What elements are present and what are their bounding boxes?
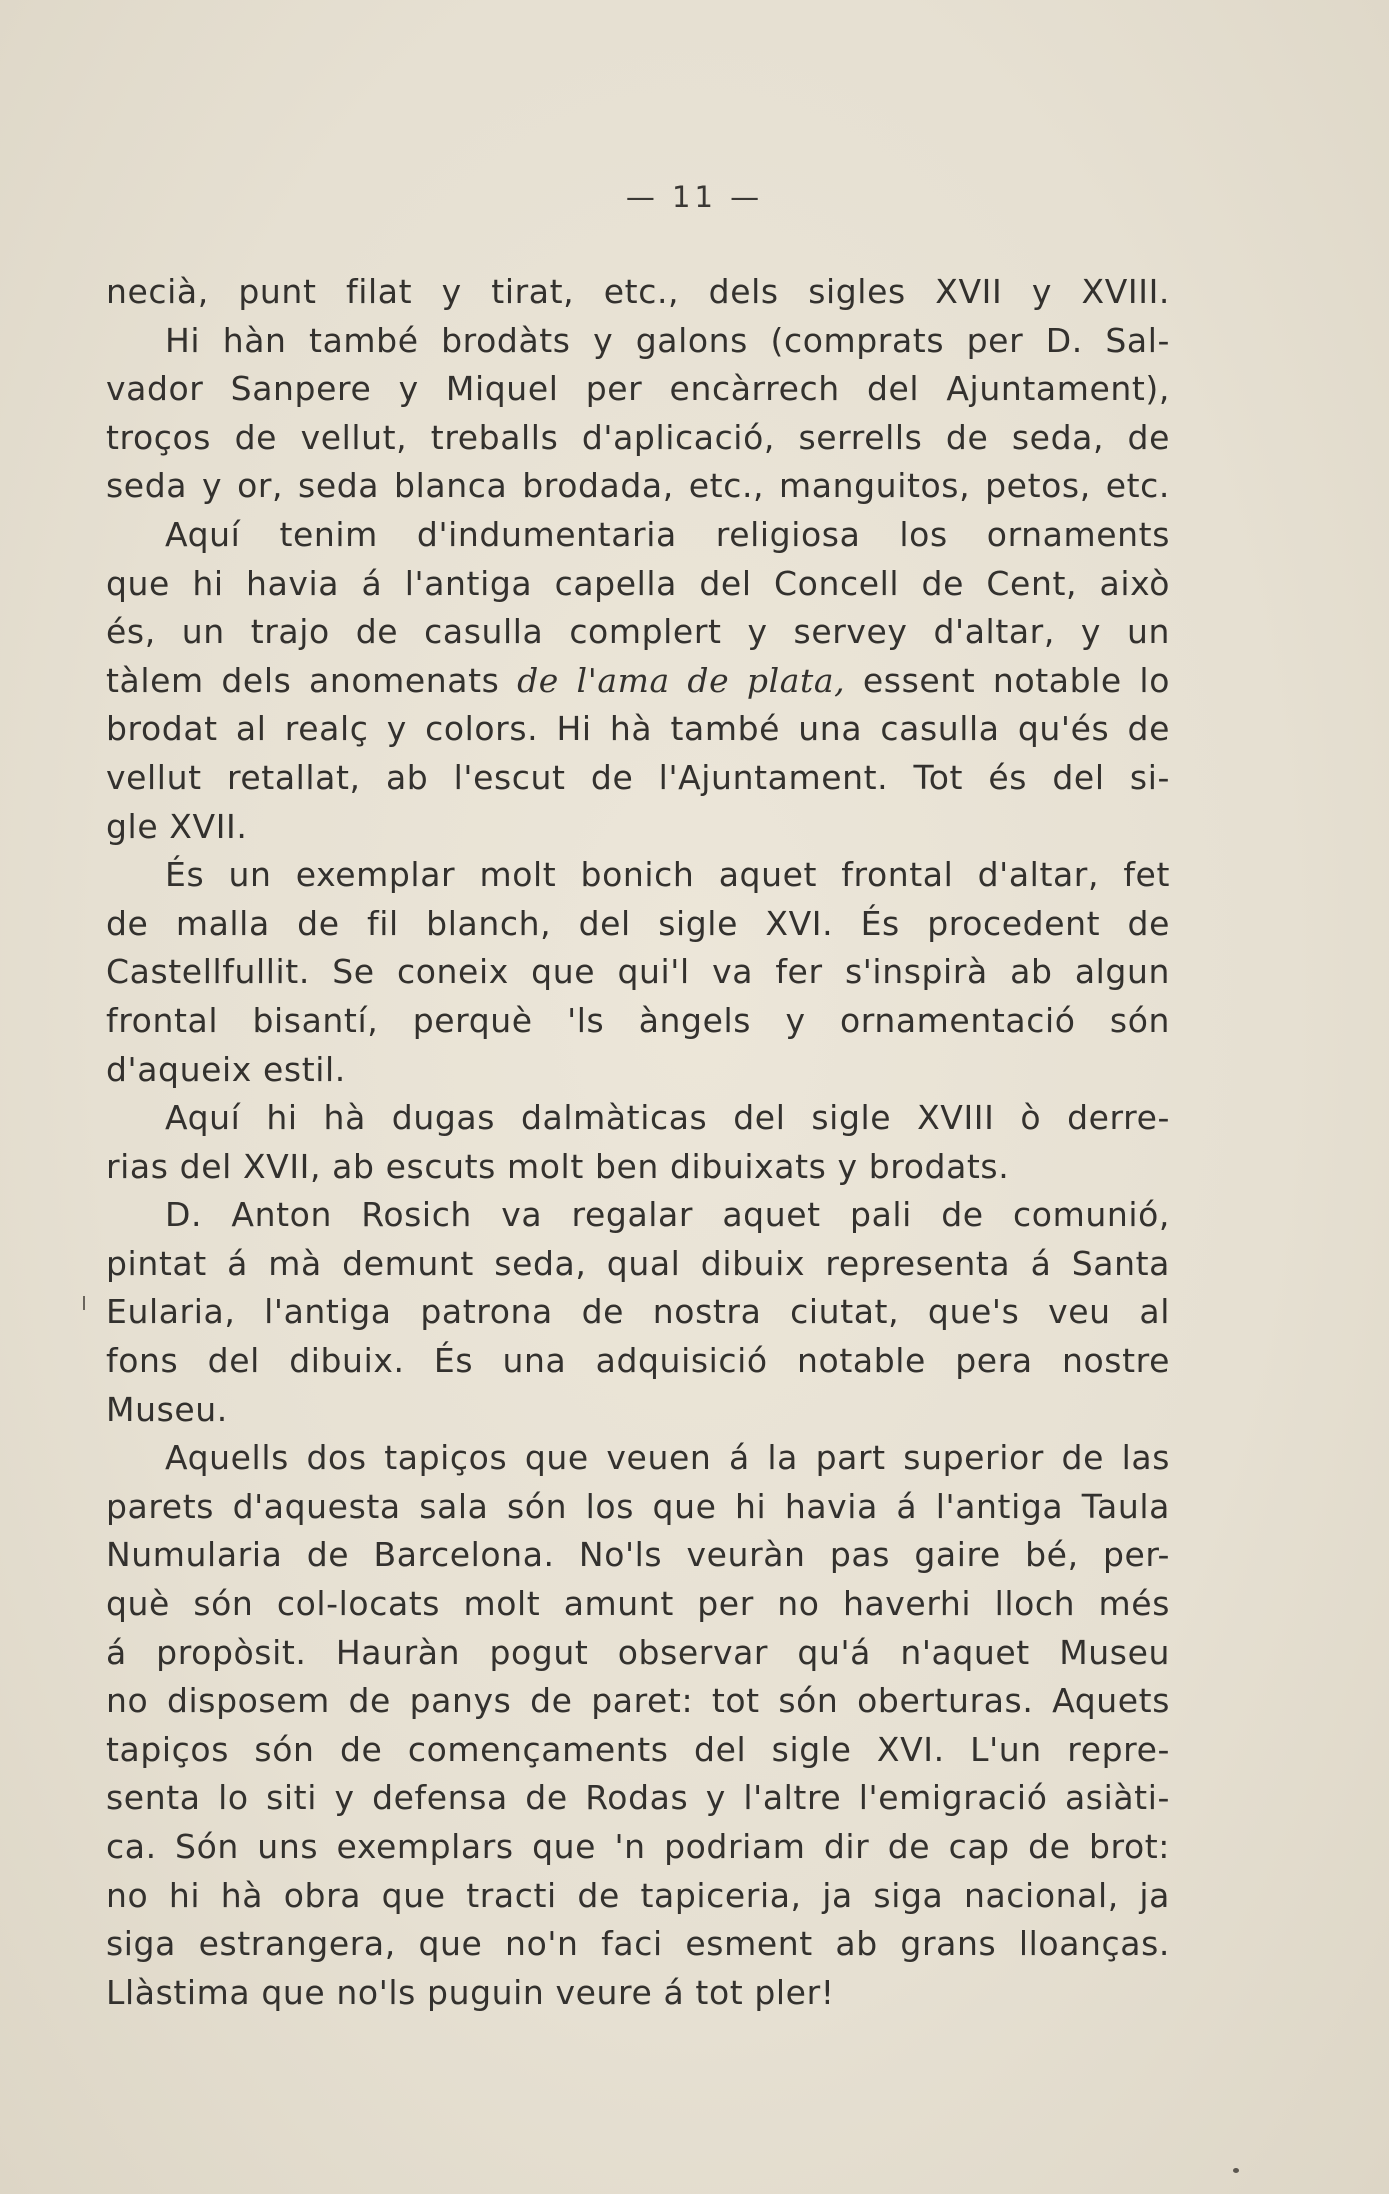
text-line: vador Sanpere y Miquel per encàrrech del Ajuntament), <box>106 369 1170 409</box>
text-line: frontal bisantí, perquè 'ls àngels y ornamentació són <box>106 1000 1170 1040</box>
text-line: ca. Són uns exemplars que 'n podriam dir de cap de brot: <box>106 1827 1170 1866</box>
text-line: parets d'aquesta sala són los que hi havia á l'antiga Taula <box>106 1486 1170 1526</box>
text-line: seda y or, seda blanca brodada, etc., manguitos, petos, etc. <box>106 466 1170 506</box>
text-line: brodat al realç y colors. Hi hà també una casulla qu'és de <box>106 709 1170 749</box>
text-line: siga estrangera, que no'n faci esment ab grans lloanças. <box>106 1924 1170 1964</box>
text-line: Museu. <box>106 1389 228 1429</box>
text-line: Castellfullit. Se coneix que qui'l va fer s'inspirà ab algun <box>106 952 1170 992</box>
text-line: d'aqueix estil. <box>106 1049 346 1089</box>
text-line: de malla de fil blanch, del sigle XVI. És procedent de <box>106 903 1170 943</box>
text-line: rias del XVII, ab escuts molt ben dibuixats y brodats. <box>106 1146 1010 1186</box>
text-line: És un exemplar molt bonich aquet frontal d'altar, fet <box>165 855 1170 895</box>
text-line: vellut retallat, ab l'escut de l'Ajuntament. Tot és del si- <box>106 757 1170 797</box>
text-line: tapiços són de començaments del sigle XVI. L'un repre- <box>106 1729 1170 1769</box>
text-line: Aquí tenim d'indumentaria religiosa los ornaments <box>165 514 1170 554</box>
text-line: no disposem de panys de paret: tot són oberturas. Aquets <box>106 1681 1170 1721</box>
text-line: necià, punt filat y tirat, etc., dels sigles XVII y XVIII. <box>106 272 1170 311</box>
text-line: no hi hà obra que tracti de tapiceria, ja siga nacional, ja <box>106 1875 1170 1915</box>
text-line: Eularia, l'antiga patrona de nostra ciutat, que's veu al <box>106 1292 1170 1332</box>
page-number: — 11 — <box>625 180 764 214</box>
margin-mark <box>83 1296 85 1310</box>
text-line: gle XVII. <box>106 806 248 846</box>
text-line: Numularia de Barcelona. No'ls veuràn pas gaire bé, per- <box>106 1535 1170 1575</box>
body-text <box>106 268 1170 2017</box>
text-line <box>106 657 1170 706</box>
text-line: què són col-locats molt amunt per no haverhi lloch més <box>106 1584 1170 1624</box>
text-line: és, un trajo de casulla complert y servey d'altar, y un <box>106 612 1170 652</box>
text-line: senta lo siti y defensa de Rodas y l'altre l'emigració asiàti- <box>106 1778 1170 1818</box>
italic-phrase: de l'ama de plata, <box>517 660 846 700</box>
text-line: fons del dibuix. És una adquisició notable pera nostre <box>106 1341 1170 1381</box>
text-segment: essent notable lo <box>845 660 1170 700</box>
text-line: Hi hàn també brodàts y galons (comprats per D. Sal- <box>165 320 1170 360</box>
text-line: á propòsit. Hauràn pogut observar qu'á n'aquet Museu <box>106 1632 1170 1672</box>
text-line: Aquells dos tapiços que veuen á la part superior de las <box>165 1438 1170 1478</box>
text-segment: tàlem dels anomenats <box>106 660 518 700</box>
text-line: D. Anton Rosich va regalar aquet pali de comunió, <box>165 1195 1170 1235</box>
text-line: que hi havia á l'antiga capella del Concell de Cent, això <box>106 563 1170 603</box>
ink-speck <box>1233 2168 1239 2173</box>
text-line: Aquí hi hà dugas dalmàticas del sigle XVIII ò derre- <box>165 1098 1170 1138</box>
text-line: Llàstima que no'ls puguin veure á tot pler! <box>106 1972 835 2012</box>
text-line: pintat á mà demunt seda, qual dibuix representa á Santa <box>106 1243 1170 1283</box>
text-line: troços de vellut, treballs d'aplicació, serrells de seda, de <box>106 417 1170 457</box>
